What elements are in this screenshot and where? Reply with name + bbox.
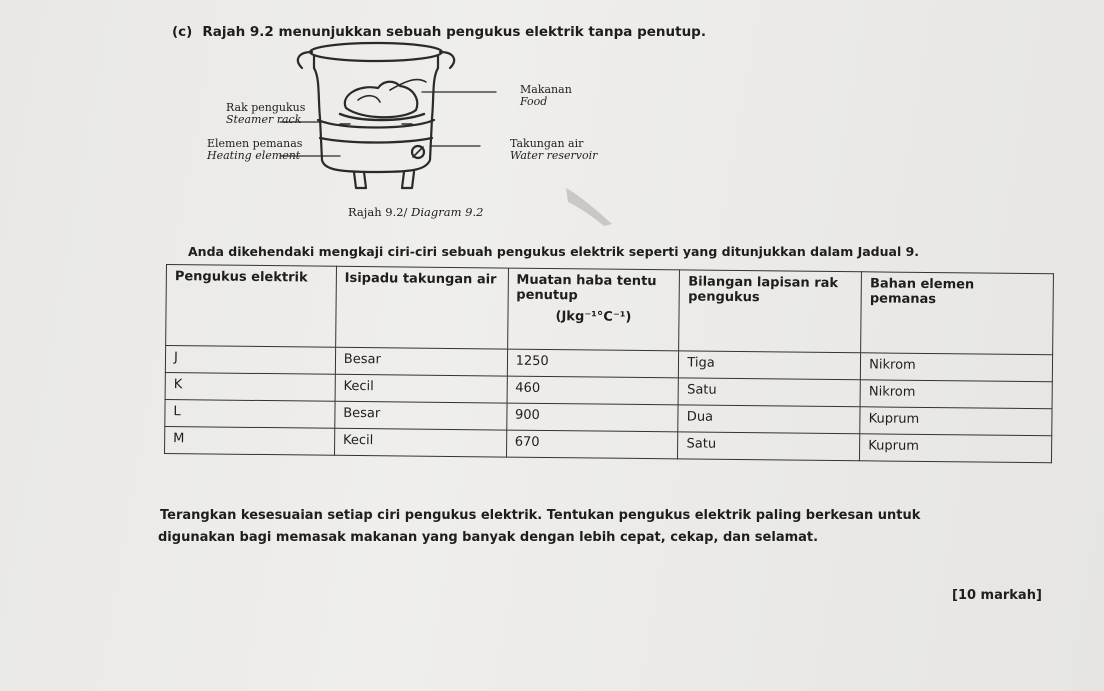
cell-material: Kuprum <box>860 434 1052 463</box>
reservoir-line <box>320 138 432 143</box>
header-shc-text: Muatan haba tentu penutup <box>516 272 657 304</box>
left-handle <box>298 52 312 68</box>
cell-layers: Tiga <box>679 351 861 380</box>
header-steamer: Pengukus elektrik <box>166 265 337 348</box>
cell-steamer: J <box>165 346 335 375</box>
label-water-reservoir-ms: Takungan air <box>510 137 584 150</box>
cell-shc: 900 <box>506 403 678 432</box>
marks-label: [10 markah] <box>952 588 1042 603</box>
label-water-reservoir <box>510 138 597 162</box>
header-layers: Bilangan lapisan rak pengukus <box>679 270 862 353</box>
cell-volume: Kecil <box>335 374 507 403</box>
instruction-line-2: digunakan bagi memasak makanan yang banyak dengan lebih cepat, cekap, dan selamat. <box>158 530 819 545</box>
food-chicken <box>345 82 417 118</box>
cell-steamer: K <box>165 372 335 401</box>
label-steamer-rack-en: Steamer rack <box>226 113 302 126</box>
left-leg <box>354 172 366 188</box>
cell-shc: 1250 <box>507 349 679 378</box>
cell-shc: 670 <box>506 430 678 459</box>
header-shc-unit: (Jkg⁻¹°C⁻¹) <box>555 309 632 325</box>
header-shc <box>507 268 680 351</box>
cell-layers: Dua <box>678 405 860 434</box>
caption-en: Diagram 9.2 <box>411 205 484 219</box>
cell-layers: Satu <box>678 432 860 461</box>
paper-smudge <box>560 180 620 230</box>
cell-volume: Kecil <box>334 428 506 457</box>
header-volume: Isipadu takungan air <box>335 266 508 349</box>
cell-volume: Besar <box>335 401 507 430</box>
pot-body <box>314 56 438 172</box>
table-wrapper <box>164 264 1054 505</box>
cell-shc: 460 <box>507 376 679 405</box>
cell-material: Kuprum <box>860 407 1052 436</box>
cell-volume: Besar <box>335 347 507 376</box>
cell-material: Nikrom <box>860 380 1052 409</box>
question-part-label: (c) <box>172 24 193 40</box>
right-leg <box>402 172 414 188</box>
label-heating-element <box>207 138 302 162</box>
table-header-row <box>166 265 1054 355</box>
label-heating-element-ms: Elemen pemanas <box>207 137 303 150</box>
cell-layers: Satu <box>678 378 860 407</box>
label-water-reservoir-en: Water reservoir <box>510 149 598 162</box>
question-statement: Rajah 9.2 menunjukkan sebuah pengukus elektrik tanpa penutup. <box>202 24 706 40</box>
steamer-table <box>164 264 1054 463</box>
cell-steamer: M <box>165 426 335 455</box>
label-steamer-rack <box>226 102 305 126</box>
label-food-ms: Makanan <box>520 83 572 96</box>
instruction-line-1: Terangkan kesesuaian setiap ciri pengukus elektrik. Tentukan pengukus elektrik paling berkesan untuk <box>160 508 921 523</box>
pot-rim <box>310 43 442 61</box>
header-material: Bahan elemen pemanas <box>861 272 1054 355</box>
label-heating-element-en: Heating element <box>207 149 301 162</box>
label-food <box>520 84 572 108</box>
label-food-en: Food <box>520 95 548 108</box>
cell-material: Nikrom <box>861 353 1053 382</box>
label-steamer-rack-ms: Rak pengukus <box>226 101 306 114</box>
caption-ms: Rajah 9.2/ <box>348 205 408 219</box>
right-handle <box>440 52 454 68</box>
intro-text: Anda dikehendaki mengkaji ciri-ciri sebuah pengukus elektrik seperti yang ditunjukkan dalam Jadual 9. <box>188 244 920 259</box>
cell-steamer: L <box>165 399 335 428</box>
diagram-caption <box>348 205 483 219</box>
